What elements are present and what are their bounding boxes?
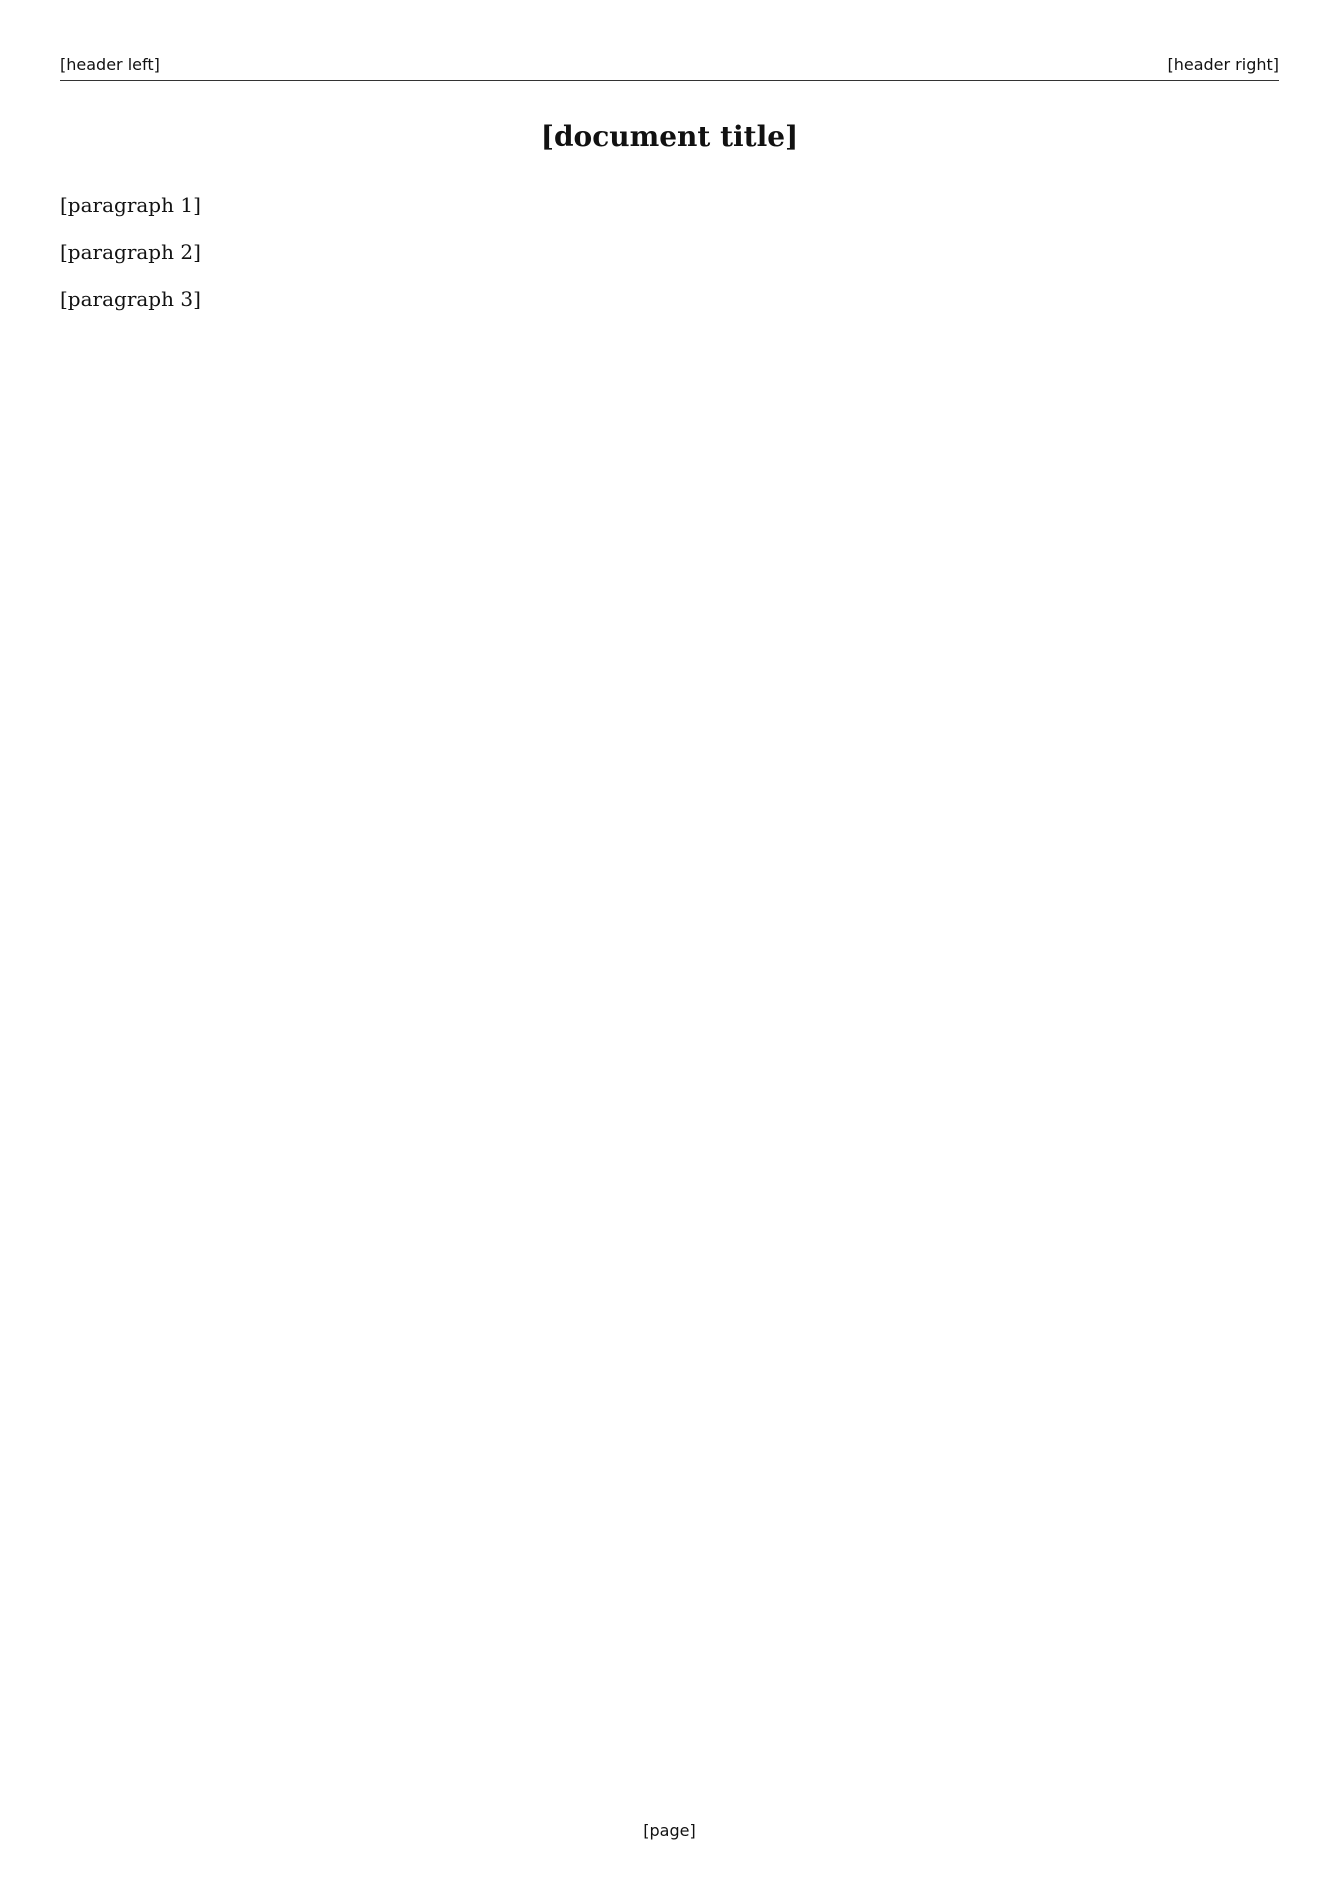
paragraph: [paragraph 2] bbox=[60, 240, 201, 264]
document-title: [document title] bbox=[540, 120, 799, 153]
page-header bbox=[60, 40, 1279, 81]
paragraph: [paragraph 1] bbox=[60, 193, 201, 217]
header-right: [header right] bbox=[1167, 55, 1279, 74]
paragraph: [paragraph 3] bbox=[60, 287, 201, 311]
page-number: [page] bbox=[643, 1821, 696, 1840]
header-left: [header left] bbox=[60, 55, 160, 74]
document-body bbox=[60, 190, 1279, 1750]
